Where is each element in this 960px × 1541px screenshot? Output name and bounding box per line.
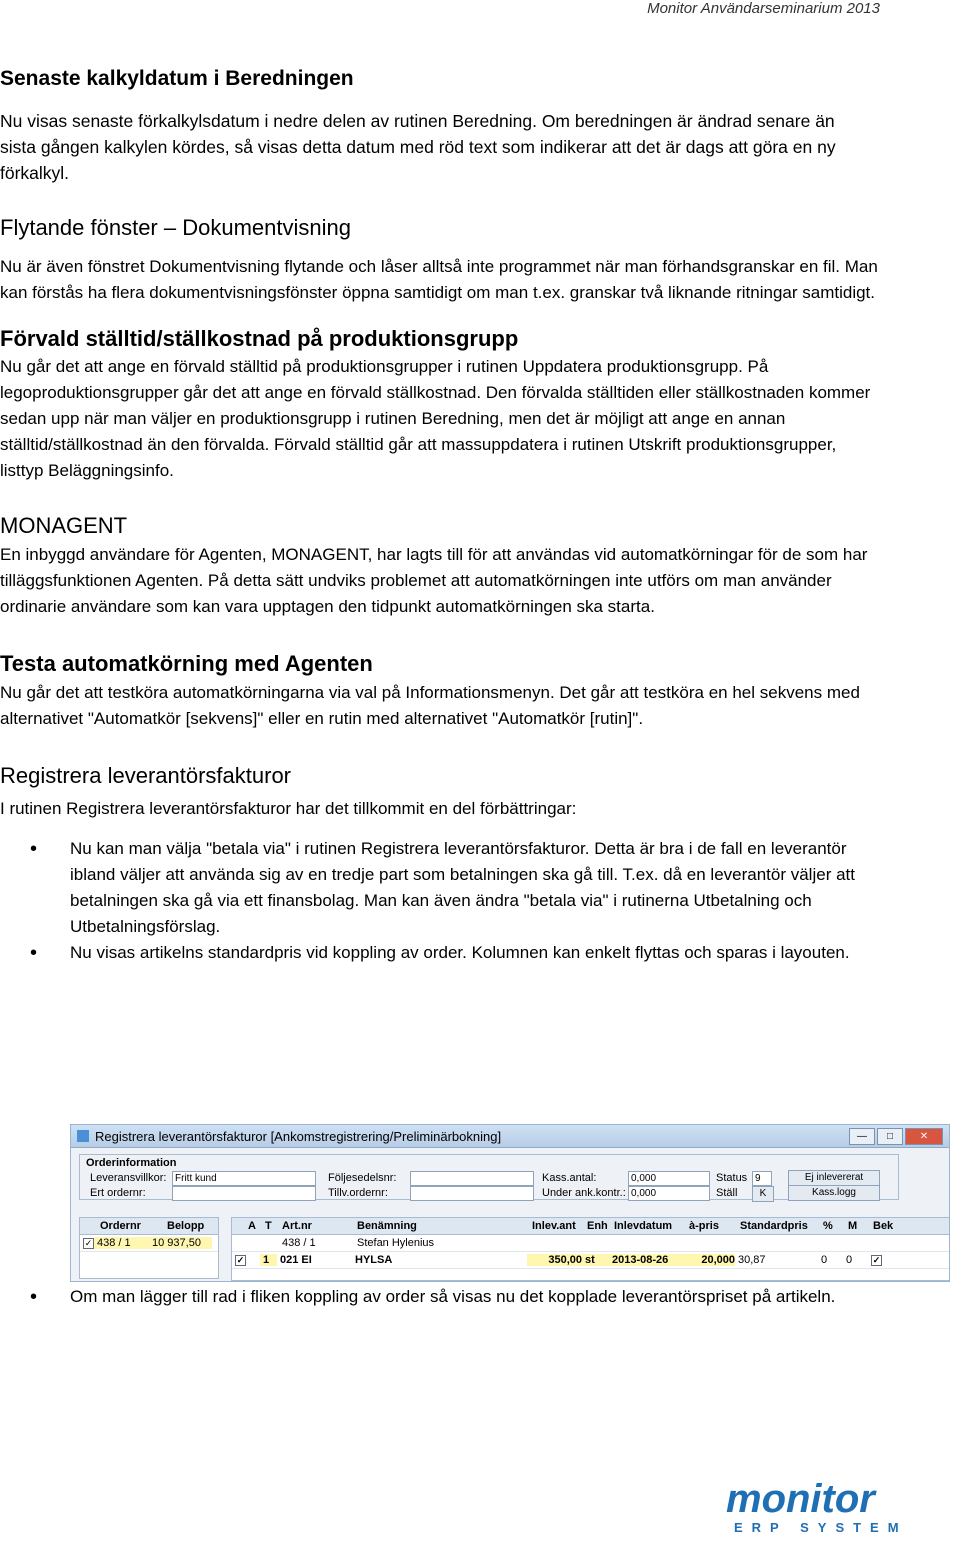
status-field[interactable]: 9 — [752, 1171, 772, 1186]
checkbox[interactable]: ✓ — [236, 1254, 245, 1265]
table-cell: 438 / 1 — [282, 1237, 316, 1249]
window-titlebar — [71, 1125, 949, 1148]
foljesedelsnr-label: Följesedelsnr: — [328, 1172, 397, 1184]
table-cell: 438 / 1 — [94, 1237, 149, 1249]
stall-label: Ställ — [716, 1187, 738, 1199]
checkbox[interactable]: ✓ — [84, 1237, 93, 1248]
section-heading: Senaste kalkyldatum i Beredningen — [0, 67, 354, 90]
table-header — [80, 1218, 218, 1235]
table-cell: st — [582, 1254, 609, 1266]
bullet-list-after — [0, 1284, 890, 1310]
section-text: Nu går det att testköra automatkörningarna via val på Informationsmenyn. Det går att testköra en hel sekvens med alternativet "Automatkör [sekvens]" eller en rutin med alternativet "Automatkör [rutin]". — [0, 683, 860, 728]
section-flytande — [0, 212, 960, 306]
screenshot-registrera-window — [70, 1124, 950, 1282]
column-header: Inlevdatum — [614, 1220, 673, 1232]
column-header: Ordernr — [100, 1220, 141, 1232]
table-cell: 021 EI — [280, 1254, 312, 1266]
table-cell: 2013-08-26 — [609, 1254, 684, 1266]
column-header: A — [248, 1220, 256, 1232]
section-text: Nu går det att ange en förvald ställtid på produktionsgrupper i rutinen Uppdatera produktionsgrupp. På legoproduktionsgrupper går det att ange en förvald ställkostnad. Den förvalda ställtiden eller ställkostnaden kommer sedan upp när man väljer en produktionsgrupp i rutinen Beredning, men det är möjligt att ange en annan ställtid/ställkostnad än den förvalda. Förvald ställtid går att massuppdatera i rutinen Utskrift produktionsgrupper, listtyp Beläggningsinfo. — [0, 357, 871, 480]
section-text: Nu visas senaste förkalkylsdatum i nedre delen av rutinen Beredning. Om beredningen är ändrad senare än sista gången kalkylen kördes, så visas detta datum med röd text som indikerar att det är dags att göra en ny förkalkyl. — [0, 111, 836, 183]
ej-inlevererat-button[interactable]: Ej inlevererat — [788, 1170, 880, 1186]
app-icon — [77, 1130, 89, 1142]
section-kalkyldatum — [0, 62, 960, 186]
under-ank-label: Under ank.kontr.: — [542, 1187, 626, 1199]
group-title: Orderinformation — [86, 1157, 177, 1169]
column-header: Standardpris — [740, 1220, 808, 1232]
table-cell: 350,00 — [527, 1254, 582, 1266]
column-header: M — [848, 1220, 858, 1232]
foljesedelsnr-field[interactable] — [410, 1171, 534, 1186]
column-header: Art.nr — [282, 1220, 312, 1232]
orderinformation-group — [79, 1154, 899, 1200]
section-heading: Flytande fönster – Dokumentvisning — [0, 215, 351, 240]
bullet-item: • Nu visas artikelns standardpris vid koppling av order. Kolumnen kan enkelt flyttas och sparas i layouten. — [0, 940, 890, 966]
status-label: Status — [716, 1172, 748, 1184]
section-heading: Registrera leverantörsfakturor — [0, 763, 292, 788]
bullet-item: • Om man lägger till rad i fliken koppling av order så visas nu det kopplade leverantörspriset på artikeln. — [0, 1284, 890, 1310]
kass-antal-label: Kass.antal: — [542, 1172, 597, 1184]
column-header: Bek — [873, 1220, 894, 1232]
ert-ordernr-field[interactable] — [172, 1186, 316, 1201]
ert-ordernr-label: Ert ordernr: — [90, 1187, 146, 1199]
table-cell: 0 — [821, 1254, 828, 1266]
under-ank-field[interactable]: 0,000 — [628, 1186, 710, 1201]
table-row[interactable] — [80, 1235, 218, 1252]
table-cell: 30,87 — [738, 1254, 766, 1266]
column-header: à-pris — [689, 1220, 719, 1232]
section-registrera — [0, 760, 960, 966]
column-header: Benämning — [357, 1220, 417, 1232]
minimize-icon[interactable]: — — [849, 1128, 875, 1145]
section-text: I rutinen Registrera leverantörsfakturor har det tillkommit en del förbättringar: — [0, 799, 577, 818]
monitor-logo — [722, 1476, 932, 1536]
table-cell: Stefan Hylenius — [357, 1237, 435, 1249]
section-text: Nu är även fönstret Dokumentvisning flytande och låser alltså inte programmet när man förhandsgranskar en fil. Man kan förstås ha flera dokumentvisningsfönster öppna samtidigt om man t.ex. granskar två liknande ritningar samtidigt. — [0, 257, 878, 302]
section-heading: Testa automatkörning med Agenten — [0, 651, 373, 676]
table-cell: 1 — [260, 1254, 277, 1266]
table-cell: 0 — [846, 1254, 853, 1266]
section-testa — [0, 648, 960, 732]
table-header — [232, 1218, 950, 1235]
tillv-ordernr-field[interactable] — [410, 1186, 534, 1201]
bullet-item: • Nu kan man välja "betala via" i rutinen Registrera leverantörsfakturor. Detta är bra i de fall en leverantör ibland väljer att använda sig av en tredje part som betalningen ska gå till. T.ex. då en leverantör väljer att betalningen ska gå via ett finansbolag. Man kan även ändra "betala via" i rutinerna Utbetalning och Utbetalningsförslag. — [0, 836, 890, 940]
table-row[interactable] — [232, 1252, 950, 1269]
svg-text:monitor: monitor — [726, 1477, 875, 1521]
leveransvillkor-field[interactable]: Fritt kund — [172, 1171, 316, 1186]
column-header: Enh — [587, 1220, 608, 1232]
stall-button[interactable]: K — [752, 1186, 774, 1202]
table-cell: HYLSA — [355, 1254, 393, 1266]
bullet-list — [0, 836, 960, 966]
section-monagent — [0, 510, 960, 620]
maximize-icon[interactable]: □ — [877, 1128, 903, 1145]
section-heading: MONAGENT — [0, 513, 128, 538]
section-text: En inbyggd användare för Agenten, MONAGENT, har lagts till för att användas vid automatkörningar för de som har tilläggsfunktionen Agenten. På detta sätt undviks problemet att automatkörningen inte utförs om man använder ordinarie användare som kan vara upptagen den tidpunkt automatkörningen ska starta. — [0, 545, 868, 616]
column-header: T — [265, 1220, 272, 1232]
checkbox[interactable]: ✓ — [872, 1254, 881, 1265]
table-cell: 20,000 — [684, 1254, 735, 1266]
table-row[interactable] — [232, 1235, 950, 1252]
section-heading: Förvald ställtid/ställkostnad på produktionsgrupp — [0, 326, 519, 351]
column-header: Inlev.ant — [532, 1220, 576, 1232]
page-header: Monitor Användarseminarium 2013 — [647, 0, 880, 17]
article-table — [231, 1217, 950, 1281]
leveransvillkor-label: Leveransvillkor: — [90, 1172, 167, 1184]
svg-text:ERP SYSTEM: ERP SYSTEM — [734, 1520, 908, 1535]
document-body — [0, 62, 960, 966]
close-icon[interactable]: ✕ — [905, 1128, 943, 1145]
section-stalltid — [0, 324, 960, 484]
window-title: Registrera leverantörsfakturor [Ankomstregistrering/Preliminärbokning] — [95, 1128, 502, 1144]
column-header: Belopp — [167, 1220, 205, 1232]
order-table — [79, 1217, 219, 1279]
tillv-ordernr-label: Tillv.ordernr: — [328, 1187, 388, 1199]
kass-logg-button[interactable]: Kass.logg — [788, 1185, 880, 1201]
kass-antal-field[interactable]: 0,000 — [628, 1171, 710, 1186]
column-header: % — [823, 1220, 833, 1232]
table-cell: 10 937,50 — [149, 1237, 212, 1249]
monitor-logo-graphic — [722, 1476, 932, 1536]
